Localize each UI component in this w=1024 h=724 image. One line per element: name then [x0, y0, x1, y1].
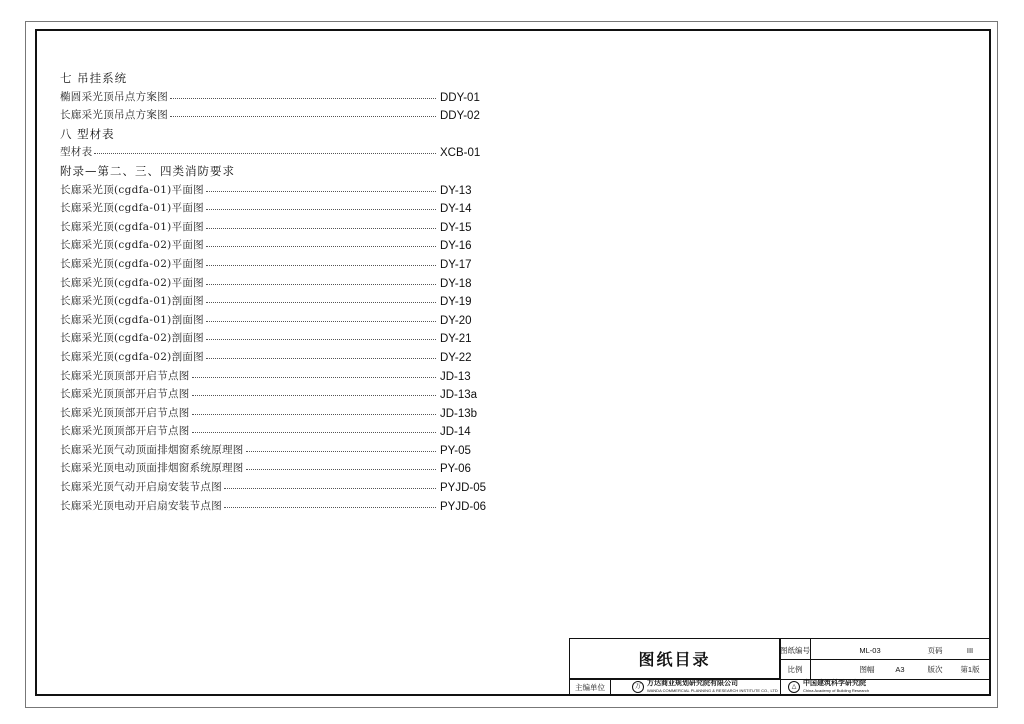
entry-title: 长廊采光顶(cgdfa-02)剖面图: [60, 332, 204, 345]
entry-code: PY-05: [440, 444, 471, 457]
entry-title: 长廊采光顶(cgdfa-01)平面图: [60, 183, 204, 196]
entry-title: 长廊采光顶气动开启扇安装节点图: [60, 481, 222, 494]
entry-title: 长廊采光顶(cgdfa-02)平面图: [60, 257, 204, 270]
section-title: 附录—第二、三、四类消防要求: [60, 163, 235, 178]
entry-code: DY-16: [440, 240, 472, 253]
dot-leader: [192, 432, 436, 433]
index-entry: [60, 367, 520, 386]
scale-label: 比例: [787, 665, 803, 674]
dot-leader: [170, 98, 436, 99]
dot-leader: [206, 228, 436, 229]
index-entry: [60, 236, 520, 255]
entry-title: 长廊采光顶(cgdfa-01)平面图: [60, 220, 204, 233]
entry-title: 长廊采光顶吊点方案图: [60, 109, 168, 122]
dot-leader: [170, 116, 436, 117]
dot-leader: [94, 153, 436, 154]
index-entry: [60, 143, 520, 162]
index-entry: [60, 88, 520, 107]
entry-title: 长廊采光顶(cgdfa-02)剖面图: [60, 350, 204, 363]
entry-title: 长廊采光顶(cgdfa-01)剖面图: [60, 295, 204, 308]
entry-code: JD-13a: [440, 389, 478, 402]
drawing-no-label: 图纸编号: [780, 645, 810, 655]
entry-title: 长廊采光顶(cgdfa-02)平面图: [60, 276, 204, 289]
dot-leader: [206, 209, 436, 210]
entry-title: 长廊采光顶顶部开启节点图: [60, 369, 190, 382]
title-block: [569, 638, 990, 695]
index-entry: [60, 329, 520, 348]
entry-code: DDY-02: [440, 110, 480, 123]
dot-leader: [206, 321, 436, 322]
dot-leader: [246, 469, 436, 470]
drawing-index-list: [60, 69, 520, 515]
entry-code: PY-06: [440, 463, 471, 476]
entry-title: 长廊采光顶电动开启扇安装节点图: [60, 499, 222, 512]
entry-code: DY-15: [440, 221, 472, 234]
entry-code: DY-17: [440, 258, 472, 271]
entry-code: DY-18: [440, 277, 472, 290]
index-entry: [60, 274, 520, 293]
entry-code: DDY-01: [440, 91, 480, 104]
entry-code: DY-20: [440, 314, 472, 327]
index-entry: [60, 181, 520, 200]
dot-leader: [206, 284, 436, 285]
entry-code: PYJD-05: [440, 482, 487, 495]
sheet-size-value: A3: [895, 665, 905, 674]
cabr-org: △ 中国建筑科学研究院 China Academy of Building Research: [788, 680, 968, 694]
index-entry: [60, 385, 520, 404]
cabr-logo-icon: △: [788, 681, 800, 693]
dot-leader: [192, 414, 436, 415]
index-entry: [60, 497, 520, 516]
wanda-logo-icon: 万: [632, 681, 644, 693]
index-entry: [60, 459, 520, 478]
entry-title: 长廊采光顶顶部开启节点图: [60, 425, 190, 438]
entry-title: 椭圆采光顶吊点方案图: [60, 90, 168, 103]
index-entry: [60, 255, 520, 274]
entry-title: 长廊采光顶顶部开启节点图: [60, 406, 190, 419]
entry-title: 长廊采光顶电动顶面排烟窗系统原理图: [60, 462, 244, 475]
entry-code: JD-14: [440, 426, 471, 439]
index-entry: [60, 441, 520, 460]
sheet-size-label: 图幅: [859, 665, 875, 674]
dot-leader: [206, 302, 436, 303]
dot-leader: [192, 377, 436, 378]
title-block-title: 图纸目录: [570, 639, 780, 679]
entry-title: 长廊采光顶(cgdfa-01)平面图: [60, 202, 204, 215]
drawing-no-value: ML-03: [859, 645, 881, 655]
editing-unit-label: 主编单位: [575, 682, 605, 692]
dot-leader: [206, 246, 436, 247]
index-entry: [60, 218, 520, 237]
index-entry: [60, 422, 520, 441]
page-label: 页码: [927, 645, 943, 655]
index-entry: [60, 311, 520, 330]
entry-code: DY-22: [440, 351, 472, 364]
page-value: III: [966, 645, 974, 655]
dot-leader: [206, 339, 436, 340]
dot-leader: [224, 507, 436, 508]
section-title: 七 吊挂系统: [60, 71, 128, 85]
entry-code: DY-19: [440, 296, 472, 309]
entry-code: JD-13b: [440, 407, 478, 420]
entry-code: DY-21: [440, 333, 472, 346]
section-title: 八 型材表: [60, 126, 115, 141]
entry-code: DY-14: [440, 203, 472, 216]
wanda-org: 万 万达商业规划研究院有限公司 WANDA COMMERCIAL PLANNING & RESEARCH INSTITUTE CO., LTD: [632, 680, 782, 694]
entry-title: 长廊采光顶(cgdfa-01)剖面图: [60, 313, 204, 326]
dot-leader: [206, 265, 436, 266]
index-entry: [60, 348, 520, 367]
dot-leader: [192, 395, 436, 396]
dot-leader: [246, 451, 436, 452]
edition-label: 版次: [927, 665, 943, 674]
index-entry: [60, 404, 520, 423]
index-entry: [60, 106, 520, 125]
entry-title: 长廊采光顶顶部开启节点图: [60, 388, 190, 401]
edition-value: 第1版: [960, 665, 980, 674]
entry-code: JD-13: [440, 370, 471, 383]
entry-code: DY-13: [440, 184, 472, 197]
dot-leader: [206, 191, 436, 192]
entry-title: 长廊采光顶气动顶面排烟窗系统原理图: [60, 443, 244, 456]
index-entry: [60, 478, 520, 497]
entry-title: 长廊采光顶(cgdfa-02)平面图: [60, 239, 204, 252]
index-entry: [60, 292, 520, 311]
entry-code: XCB-01: [440, 147, 481, 160]
dot-leader: [206, 358, 436, 359]
entry-title: 型材表: [60, 146, 93, 159]
entry-code: PYJD-06: [440, 500, 487, 513]
dot-leader: [224, 488, 436, 489]
index-entry: [60, 199, 520, 218]
